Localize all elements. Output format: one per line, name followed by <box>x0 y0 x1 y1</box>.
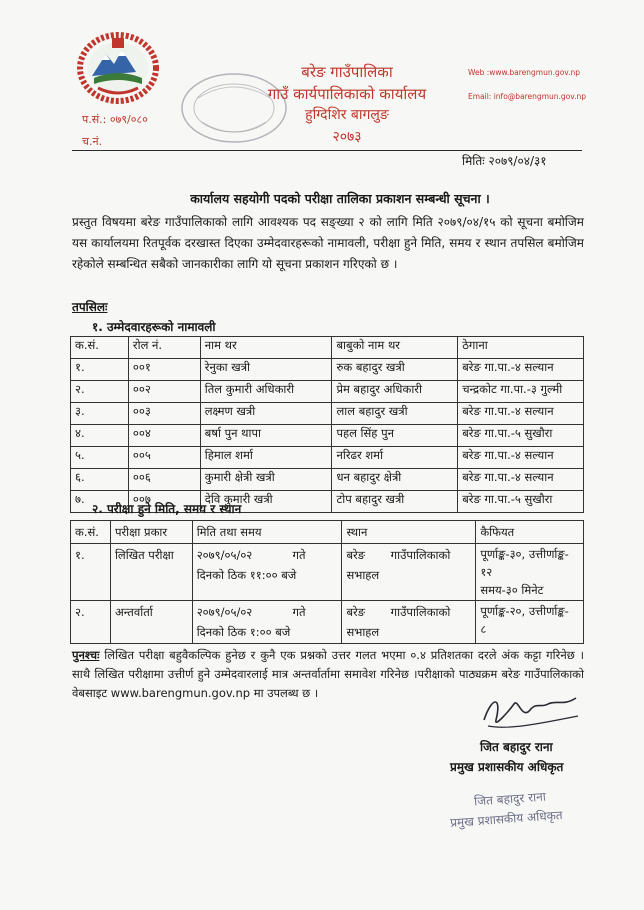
office-name: गाउँ कार्यपालिकाको कार्यालय <box>267 85 427 103</box>
remarks-pass-marks: १२ <box>480 565 493 579</box>
candidates-table <box>70 336 584 513</box>
notice-title: कार्यालय सहयोगी पदको परीक्षा तालिका प्रकाशन सम्बन्धी सूचना । <box>190 191 490 206</box>
cell <box>476 601 584 644</box>
cell: बरेङ गा.पा.-४ सल्यान <box>458 469 584 491</box>
cell: रुक बहादुर खत्री <box>332 359 458 381</box>
signatory-designation: प्रमुख प्रशासकीय अधिकृत <box>450 760 564 774</box>
notice-date: मितिः २०७९/०४/३१ <box>462 154 547 168</box>
cell: २. <box>71 381 129 403</box>
table-header-row <box>71 521 584 544</box>
cell <box>476 544 584 601</box>
email-link[interactable]: Email: info@barengmun.gov.np <box>468 92 586 101</box>
section-exam-schedule-heading: २. परीक्षा हुने मिति, समय र स्थान <box>92 502 242 516</box>
col-header: कैफियत <box>476 521 584 544</box>
section-candidates-heading: १. उम्मेदवारहरूको नामावली <box>92 320 216 334</box>
cell: बर्षा पुन थापा <box>200 425 332 447</box>
cell: ४. <box>71 425 129 447</box>
cell <box>192 601 342 644</box>
col-header: बाबुको नाम थर <box>332 337 458 359</box>
postscript-label: पुनश्चः <box>72 648 100 662</box>
col-header: नाम थर <box>200 337 332 359</box>
cell: बरेङ गा.पा.-४ सल्यान <box>458 359 584 381</box>
table-row <box>71 425 584 447</box>
cell: बरेङ गा.पा.-४ सल्यान <box>458 403 584 425</box>
cell: ००६ <box>128 469 200 491</box>
website-link[interactable]: Web :www.barengmun.gov.np <box>468 68 581 77</box>
table-row <box>71 403 584 425</box>
nepal-emblem-logo <box>76 32 160 104</box>
cell: तिल कुमारी अधिकारी <box>200 381 332 403</box>
cell: ००४ <box>128 425 200 447</box>
cell: ००२ <box>128 381 200 403</box>
table-row <box>71 447 584 469</box>
cell: अन्तर्वार्ता <box>110 601 192 644</box>
cell: टोप बहादुर खत्री <box>332 491 458 513</box>
cell: ००३ <box>128 403 200 425</box>
cell: ३. <box>71 403 129 425</box>
remarks-duration: समय-३० मिनेट <box>480 583 544 597</box>
cell: ००७ <box>128 491 200 513</box>
exam-venue-hall: सभाहल <box>346 568 380 582</box>
cell: प्रेम बहादुर अधिकारी <box>332 381 458 403</box>
cell <box>342 601 476 644</box>
exam-time: दिनको ठिक १:०० बजे <box>196 625 291 639</box>
cell: ००१ <box>128 359 200 381</box>
table-row <box>71 359 584 381</box>
stamp-name: जित बहादुर राना <box>473 789 547 809</box>
stamp-designation: प्रमुख प्रशासकीय अधिकृत <box>449 808 564 830</box>
col-header: ठेगाना <box>458 337 584 359</box>
office-address: हुग्दिशिर बागलुङ <box>305 107 389 123</box>
reference-number: प.सं.: ०७९/०८० <box>82 113 148 126</box>
exam-venue: बरेङ गाउँपालिकाको <box>346 548 451 562</box>
cell: बरेङ गा.पा.-५ सुखौरा <box>458 425 584 447</box>
cell: ७. <box>71 491 129 513</box>
exam-schedule-table <box>70 520 584 644</box>
remarks-marks: पूर्णाङ्क-२०, उत्तीर्णाङ्क- <box>480 604 569 618</box>
cell: १. <box>71 544 111 601</box>
notice-body: प्रस्तुत विषयमा बरेङ गाउँपालिकाको लागि आवश्यक पद सङ्ख्या २ को लागि मिति २०७९/०४/१५ को सूचना बमोजिम यस कार्यालयमा रितपूर्वक दरखास्त दिएका उम्मेदवारहरूको नामावली, परीक्षा हुने मिति, समय र स्थान तपसिल बमोजिम रहेकोले सम्बन्धित सबैको जानकारीका लागि यो सूचना प्रकाशन गरिएको छ । <box>72 215 584 271</box>
cell: चन्द्रकोट गा.पा.-३ गुल्मी <box>458 381 584 403</box>
exam-time: दिनको ठिक ११:०० बजे <box>196 568 297 582</box>
established-year: २०७३ <box>332 129 362 145</box>
cell: लक्ष्मण खत्री <box>200 403 332 425</box>
col-header: रोल नं. <box>128 337 200 359</box>
municipality-name: बरेङ गाउँपालिका <box>301 63 393 81</box>
cell: १. <box>71 359 129 381</box>
cell: पहल सिंह पुन <box>332 425 458 447</box>
col-header: स्थान <box>342 521 476 544</box>
header-divider <box>72 150 582 151</box>
exam-date: २०७९/०५/०२ गते <box>196 605 306 619</box>
tapasil-label: तपसिलः <box>72 300 108 314</box>
signatory-name: जित बहादुर राना <box>480 740 553 754</box>
cell <box>342 544 476 601</box>
col-header: क.सं. <box>71 521 111 544</box>
cell: रेनुका खत्री <box>200 359 332 381</box>
cell: नरिढर शर्मा <box>332 447 458 469</box>
cell: ६. <box>71 469 129 491</box>
dispatch-number: च.नं. <box>82 135 103 148</box>
cell: बरेङ गा.पा.-४ सल्यान <box>458 447 584 469</box>
remarks-pass-marks: ८ <box>480 622 487 636</box>
table-row <box>71 544 584 601</box>
postscript-text: लिखित परीक्षा बहुवैकल्पिक हुनेछ र कुनै एक प्रश्नको उत्तर गलत भएमा ०.४ प्रतिशतका दरले अंक कट्टा गरिनेछ । साथै लिखित परीक्षामा उत्तीर्ण हुने उम्मेदवारलाई मात्र अन्तर्वार्तामा समावेश गरिनेछ ।परीक्षाको पाठ्यक्रम बरेङ गाउँपालिकाको वेबसाइट www.barengmun.gov.np मा उपलब्ध छ । <box>72 648 584 700</box>
col-header: क.सं. <box>71 337 129 359</box>
col-header: मिति तथा समय <box>192 521 342 544</box>
cell: धन बहादुर क्षेत्री <box>332 469 458 491</box>
exam-venue-hall: सभाहल <box>346 625 380 639</box>
cell: कुमारी क्षेत्री खत्री <box>200 469 332 491</box>
cell: हिमाल शर्मा <box>200 447 332 469</box>
table-row <box>71 601 584 644</box>
exam-date: २०७९/०५/०२ गते <box>196 548 306 562</box>
cell: ००५ <box>128 447 200 469</box>
cell: लाल बहादुर खत्री <box>332 403 458 425</box>
cell: लिखित परीक्षा <box>110 544 192 601</box>
remarks-marks: पूर्णाङ्क-३०, उत्तीर्णाङ्क- <box>480 547 569 561</box>
cell: ५. <box>71 447 129 469</box>
cell <box>192 544 342 601</box>
exam-venue: बरेङ गाउँपालिकाको <box>346 605 451 619</box>
table-row <box>71 469 584 491</box>
cell: बरेङ गा.पा.-५ सुखौरा <box>458 491 584 513</box>
col-header: परीक्षा प्रकार <box>110 521 192 544</box>
table-header-row <box>71 337 584 359</box>
handwritten-signature <box>478 690 586 734</box>
table-row <box>71 381 584 403</box>
cell: देवि कुमारी खत्री <box>200 491 332 513</box>
cell: २. <box>71 601 111 644</box>
